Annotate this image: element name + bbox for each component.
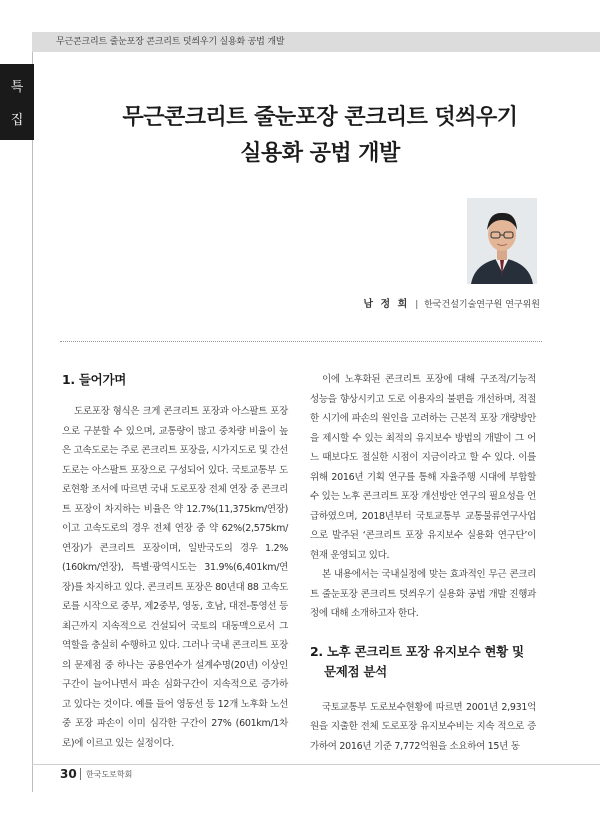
section-2-heading <box>310 642 536 682</box>
author-byline <box>340 295 540 310</box>
section-2-heading-line-1: 2. 노후 콘크리트 포장 유지보수 현황 및 <box>310 643 524 659</box>
footer-rule <box>32 764 600 765</box>
section-1-paragraph-1: 도로포장 형식은 크게 콘크리트 포장과 아스팔트 포장으로 구분할 수 있으며, 교통량이 많고 중차량 비율이 높은 고속도로는 주로 콘크리트 포장을, 시가지도로 및 간선도로는 아스팔트 포장으로 구성되어 있다. 국토교통부 도로현황 조서에 따르면 국내 도로포장 전체 연장 중 콘크리트 포장이 차지하는 비율은 약 12.7%(11,375km/연장)이고 고속도로의 경우 전체 연장 중 약 62%(2,575km/연장)가 콘크리트 포장이며, 일반국도의 경우 1.2%(160km/연장), 특별·광역시도는 31.9%(6,401km/연장)를 차지하고 있다. 콘크리트 포장은 80년대 88 고속도로를 시작으로 중부, 제2중부, 영동, 호남, 대전-통영선 등 최근까지 지속적으로 건설되어 국토의 대동맥으로서 그 역할을 충실히 수행하고 있다. 그러나 국내 콘크리트 포장의 문제점 중 하나는 공용연수가 설계수명(20년) 이상인 구간이 늘어나면서 파손 심화구간이 지속적으로 증가하고 있다는 것이다. 예를 들어 영동선 등 12개 노후화 노선 중 포장 파손이 이미 심각한 구간이 27% (601km/1차로)에 이르고 있는 실정이다. <box>62 406 288 749</box>
author-separator: | <box>415 300 419 310</box>
section-2-heading-line-2: 문제점 분석 <box>324 663 387 679</box>
section-1-paragraph-3: 본 내용에서는 국내실정에 맞는 효과적인 무근 콘크리트 줄눈포장 콘크리트 덧씌우기 실용화 공법 개발 진행과정에 대해 소개하고자 한다. <box>310 569 536 619</box>
running-header <box>32 32 600 52</box>
article-title-line-2: 실용화 공법 개발 <box>240 141 400 166</box>
footer-separator <box>80 768 81 780</box>
footer-society-name: 한국도로학회 <box>86 770 133 779</box>
page-number: 30 <box>60 767 77 781</box>
side-rule <box>32 52 33 792</box>
body-column-right <box>310 370 536 756</box>
author-photo <box>467 198 537 284</box>
side-tab-char-2: 집 <box>10 113 24 128</box>
author-affiliation: 한국건설기술연구원 연구위원 <box>424 300 540 310</box>
divider <box>60 341 542 342</box>
author-name: 남 정 희 <box>363 299 410 310</box>
article-title <box>60 100 580 172</box>
section-side-tab <box>0 64 34 140</box>
section-2-paragraph-1: 국토교통부 도로보수현황에 따르면 2001년 2,931억원을 지출한 전체 도로포장 유지보수비는 지속 적으로 증가하여 2016년 기준 7,772억원을 소요하여 15년 동 <box>310 701 536 752</box>
article-title-line-1: 무근콘크리트 줄눈포장 콘크리트 덧씌우기 <box>122 105 518 130</box>
side-tab-char-1: 특 <box>10 80 24 95</box>
author-portrait-image <box>467 198 537 284</box>
section-1-paragraph-2: 이에 노후화된 콘크리트 포장에 대해 구조적/기능적 성능을 향상시키고 도로 이용자의 불편을 개선하며, 적절한 시기에 파손의 원인을 고려하는 근본적 포장 개량방안을 제시할 수 있는 최적의 유지보수 방법의 개발이 그 어느 때보다도 절실한 시점이 지금이라고 할 수 있다. 이를 위해 2016년 기획 연구를 통해 자율주행 시대에 부합할 수 있는 노후 콘크리트 포장 개선방안 연구의 필요성을 언급하였으며, 2018년부터 국토교통부 교통물류연구사업으로 발주된 ‘콘크리트 포장 유지보수 실용화 연구단’이 현재 운영되고 있다. <box>310 374 536 561</box>
running-header-title: 무근콘크리트 줄눈포장 콘크리트 덧씌우기 실용화 공법 개발 <box>56 37 285 47</box>
body-column-left <box>62 370 288 753</box>
section-1-heading: 1. 들어가며 <box>62 372 126 387</box>
